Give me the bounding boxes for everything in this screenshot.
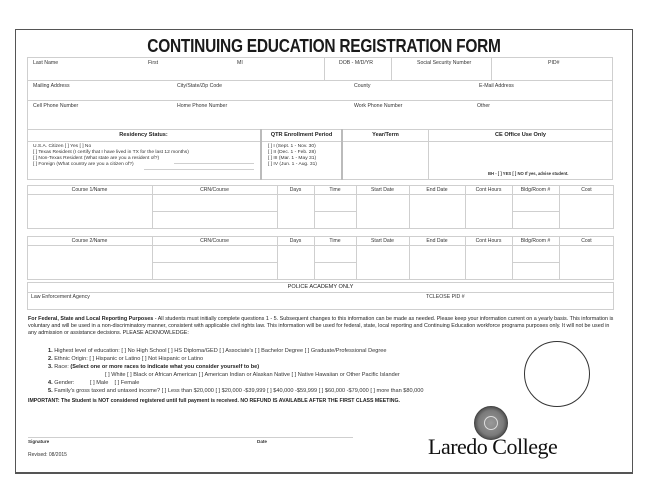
question-3-race [48,364,259,370]
divider [27,194,614,195]
personal-info-block [27,57,613,130]
last-name-field[interactable]: Last Name [33,60,59,66]
divider [324,57,325,80]
signature-line[interactable] [28,437,353,438]
divider [152,262,277,263]
police-academy-header: POLICE ACADEMY ONLY [287,284,354,290]
college-logo-text: Laredo College [428,434,558,459]
course1-col-start-date: Start Date [371,187,394,193]
year-term-header: Year/Term [372,132,399,138]
divider [512,262,559,263]
question-3-race-options[interactable]: [ ] White [ ] Black or African American [ ] American Indian or Alaskan Native [ ] Native Hawaiian or Other Pacific Islander [105,372,400,378]
qtr-option-4[interactable]: [ ] IV (Jun. 1 - Aug. 31) [268,162,317,167]
reporting-purposes-text: - All students must initially complete questions 1 - 5. Subsequent changes to this information can be made as needed. Please keep your information current on a yearly basis. This information is voluntary and will be used in a non-discriminatory manner, consistent with applicable civil rights law. This information will be used for federal, state, local reporting and Continuing Education workforce programs purposes only. It will not be used in any admission or assistance decisions. PLEASE ACKNOWLEDGE: [28,316,614,336]
bh-note: BH - [ ] YES [ ] NO If yes, advise student. [488,171,569,176]
course2-col-cost: Cost [581,238,592,244]
course1-col-bldg-room: Bldg/Room # [520,187,551,193]
residency-option-citizen[interactable]: U.S.A. Citizen [ ] Yes [ ] No [33,144,92,149]
course1-col-days: Days [289,187,302,193]
course2-col-time: Time [329,238,341,244]
residency-option-foreign[interactable]: [ ] Foreign (What country are you a citizen of?) [33,162,134,167]
course2-col-start-date: Start Date [371,238,394,244]
course2-col-cont-hours: Cont Hours [475,238,502,244]
home-phone-field[interactable]: Home Phone Number [177,103,228,109]
course2-col-name: Course 2/Name [71,238,108,244]
question-number: 1. [48,348,53,354]
divider [27,292,614,293]
course2-col-end-date: End Date [426,238,448,244]
signature-label: Signature [28,439,50,444]
divider [391,57,392,80]
registration-form [15,29,633,474]
qtr-enrollment-header: QTR Enrollment Period [270,132,333,138]
middle-initial-field[interactable]: MI [237,60,243,66]
reporting-purposes-lead: For Federal, State and Local Reporting Purposes [28,316,154,322]
qtr-option-2[interactable]: [ ] II (Dec. 1 - Feb. 28) [268,150,316,155]
question-number: 4. [48,380,53,386]
question-instruction: (Select one or more races to indicate what you consider yourself to be) [70,364,260,370]
qtr-option-3[interactable]: [ ] III (Mar. 1 - May 31) [268,156,317,161]
question-text[interactable]: Family's gross taxed and untaxed income? [ ] Less than $20,000 [ ] $20,000 -$39,999 [ ] $40,000 -$59,999 [ ] $60,000 -$79,000 [ ] more than $80,000 [54,388,424,394]
question-number: 5. [48,388,53,394]
other-field[interactable]: Other [477,103,490,109]
work-phone-field[interactable]: Work Phone Number [354,103,403,109]
pid-field[interactable]: PID# [548,60,560,66]
question-text[interactable]: Gender: [ ] Male [ ] Female [54,380,140,386]
tcleose-pid-field[interactable]: TCLEOSE PID # [426,294,465,300]
foreign-country-input[interactable] [144,169,254,170]
mailing-address-field[interactable]: Mailing Address [33,83,70,89]
divider [314,211,356,212]
course1-col-end-date: End Date [426,187,448,193]
course2-col-days: Days [289,238,302,244]
residency-option-non-texas[interactable]: [ ] Non-Texas Resident (What state are you a resident of?) [33,156,160,161]
course1-col-cost: Cost [581,187,592,193]
law-enforcement-agency-field[interactable]: Law Enforcement Agency [31,294,90,300]
city-state-zip-field[interactable]: City/State/Zip Code [177,83,222,89]
course2-col-crn: CRN/Course [200,238,229,244]
qtr-option-1[interactable]: [ ] I (Sept. 1 - Nov. 30) [268,144,316,149]
non-texas-state-input[interactable] [174,163,254,164]
seal-inner-ring [484,416,498,430]
reporting-purposes-paragraph [28,316,618,337]
date-label: Date [257,439,267,444]
first-name-field[interactable]: First [148,60,159,66]
course2-col-bldg-room: Bldg/Room # [520,238,551,244]
photo-stamp-circle [524,341,590,407]
divider [27,80,613,81]
divider [491,57,492,80]
divider [314,262,356,263]
divider [27,245,614,246]
question-4-gender [48,380,139,386]
email-field[interactable]: E-Mail Address [479,83,514,89]
dob-field[interactable]: DOB - M/D/YR [339,60,374,66]
important-notice: IMPORTANT: The Student is NOT considered registered until full payment is received. NO REFUND IS AVAILABLE AFTER THE FIRST CLASS MEETING. [28,398,400,404]
revised-date: Revised: 08/2015 [28,452,67,458]
divider [512,211,559,212]
question-2-ethnic-origin [48,356,203,362]
cell-phone-field[interactable]: Cell Phone Number [33,103,79,109]
ssn-field[interactable]: Social Security Number [417,60,472,66]
residency-option-texas[interactable]: [ ] Texas Resident (I certify that I have lived in TX for the last 12 months) [33,150,189,155]
question-1-education [48,348,386,354]
course1-col-time: Time [329,187,341,193]
form-title: CONTINUING EDUCATION REGISTRATION FORM [147,36,501,56]
divider [27,141,613,142]
question-text: Race: [54,364,69,370]
course1-col-name: Course 1/Name [71,187,108,193]
question-number: 3. [48,364,53,370]
question-5-income [48,388,424,394]
course1-col-cont-hours: Cont Hours [475,187,502,193]
course1-col-crn: CRN/Course [200,187,229,193]
residency-status-header: Residency Status: [119,132,168,138]
question-number: 2. [48,356,53,362]
ce-office-header: CE Office Use Only [495,132,546,138]
question-text[interactable]: Ethnic Origin: [ ] Hispanic or Latino [ ] Not Hispanic or Latino [54,356,204,362]
divider [27,100,613,101]
divider [152,211,277,212]
question-text[interactable]: Highest level of education: [ ] No High School [ ] HS Diploma/GED [ ] Associate's [ ] Bachelor Degree [ ] Graduate/Professional Degree [54,348,387,354]
county-field[interactable]: County [354,83,371,89]
